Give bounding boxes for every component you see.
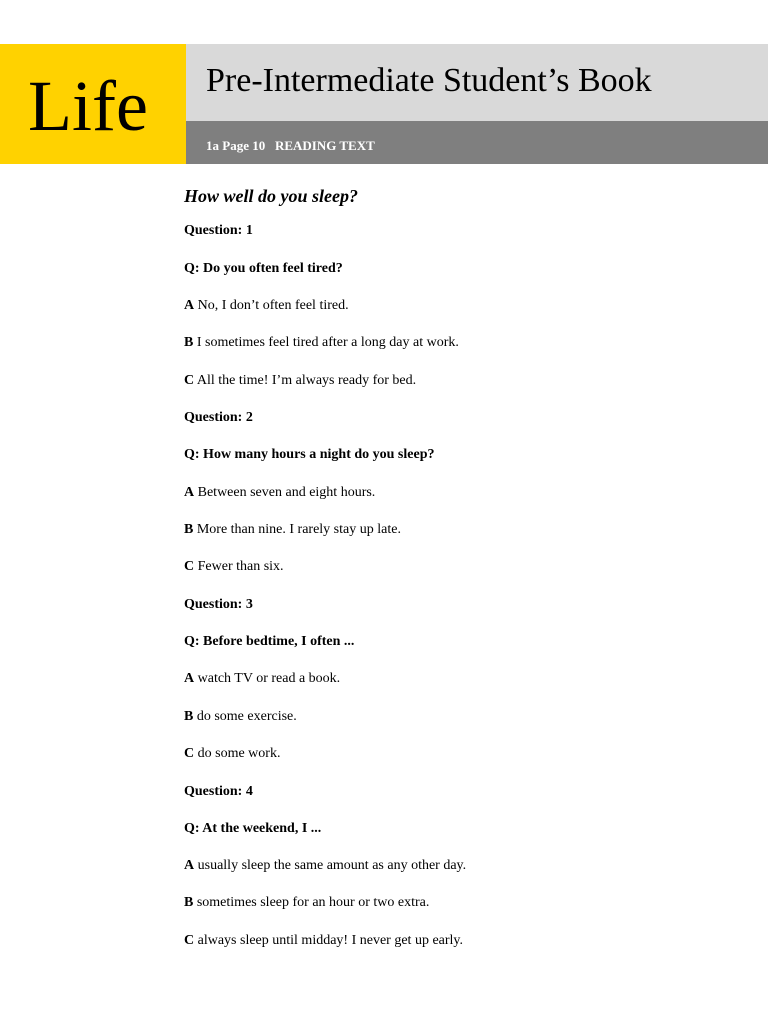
answer-option [184, 708, 297, 726]
answer-text: sometimes sleep for an hour or two extra. [193, 895, 430, 910]
answer-letter: A [184, 858, 195, 873]
answer-option [184, 372, 416, 390]
answer-letter: A [184, 485, 195, 500]
answer-option [184, 484, 375, 502]
answer-option [184, 521, 401, 539]
answer-letter: A [184, 671, 195, 686]
question-prompt: Q: At the weekend, I ... [184, 821, 322, 836]
question-heading: Question: 4 [184, 784, 253, 799]
answer-letter: A [184, 298, 195, 313]
question-heading: Question: 3 [184, 597, 253, 612]
answer-option [184, 558, 284, 576]
answer-text: Between seven and eight hours. [194, 485, 376, 500]
answer-text: do some exercise. [193, 709, 297, 724]
question-prompt: Q: How many hours a night do you sleep? [184, 447, 435, 462]
answer-option [184, 745, 280, 763]
document-title: How well do you sleep? [184, 186, 358, 206]
answer-letter: C [184, 933, 195, 948]
life-logo: Life [28, 66, 148, 146]
section-label: 1a Page 10 READING TEXT [206, 138, 375, 153]
answer-text: watch TV or read a book. [194, 671, 341, 686]
title-bar [186, 44, 768, 121]
answer-text: More than nine. I rarely stay up late. [193, 522, 401, 537]
answer-option [184, 297, 349, 315]
answer-text: I sometimes feel tired after a long day at work. [193, 335, 459, 350]
answer-letter: B [184, 895, 194, 910]
book-title: Pre-Intermediate Student’s Book [206, 62, 652, 99]
answer-letter: B [184, 709, 194, 724]
question-prompt: Q: Before bedtime, I often ... [184, 634, 355, 649]
answer-option [184, 857, 466, 875]
answer-text: No, I don’t often feel tired. [194, 298, 349, 313]
answer-text: do some work. [194, 746, 281, 761]
answer-letter: B [184, 522, 194, 537]
answer-option [184, 670, 340, 688]
answer-letter: C [184, 746, 195, 761]
answer-text: always sleep until midday! I never get up early. [194, 933, 464, 948]
question-heading: Question: 2 [184, 410, 253, 425]
answer-letter: C [184, 559, 195, 574]
question-heading: Question: 1 [184, 223, 253, 238]
answer-letter: B [184, 335, 194, 350]
answer-option [184, 334, 459, 352]
answer-option [184, 894, 429, 912]
answer-letter: C [184, 373, 195, 388]
question-prompt: Q: Do you often feel tired? [184, 261, 343, 276]
answer-text: Fewer than six. [194, 559, 284, 574]
section-bar [186, 121, 768, 164]
answer-option [184, 932, 463, 950]
answer-text: usually sleep the same amount as any other day. [194, 858, 467, 873]
answer-text: All the time! I’m always ready for bed. [194, 373, 417, 388]
